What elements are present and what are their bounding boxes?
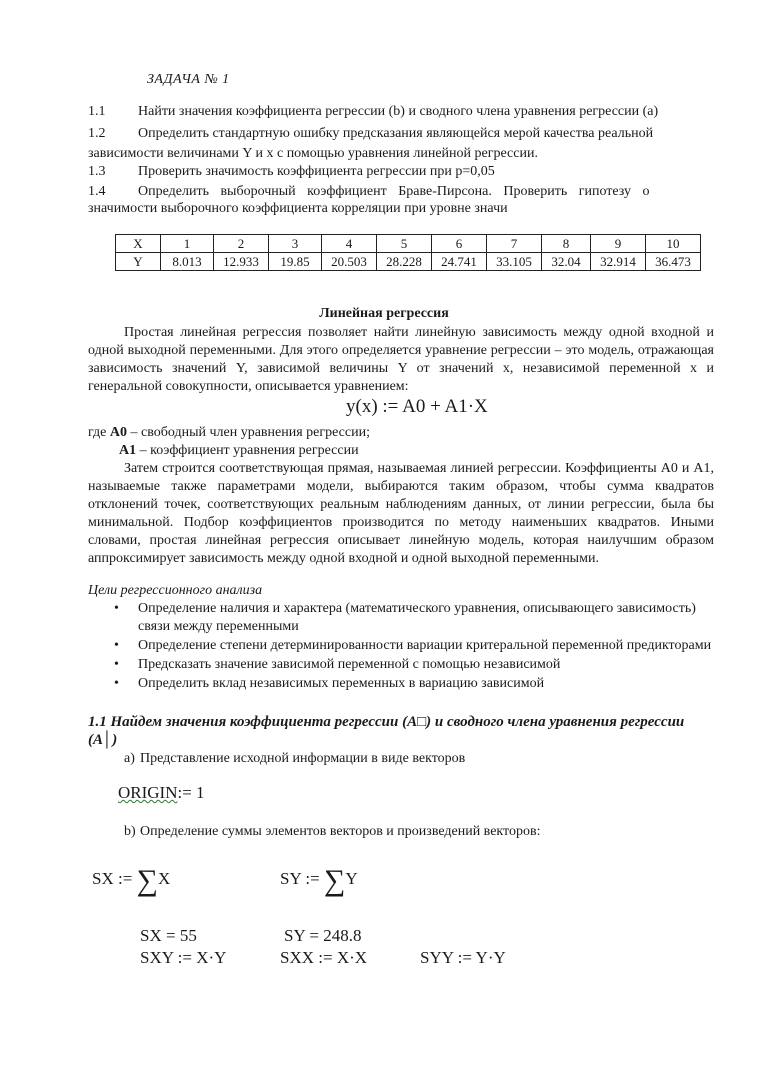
table-cell: 19.85: [269, 253, 322, 271]
table-cell: 5: [377, 235, 432, 253]
task-item-1-4: [88, 183, 714, 201]
task-title: ЗАДАЧА № 1: [147, 72, 230, 87]
math-arg: Y: [345, 869, 358, 888]
sxx-definition: SXX := X·X: [280, 948, 368, 967]
task-item-1-2-continued: зависимости величинами Y и x с помощью уравнения линейной регрессии.: [88, 146, 538, 161]
math-lhs: SX :=: [92, 869, 133, 888]
sy-definition: [280, 864, 358, 898]
table-cell: 10: [646, 235, 701, 253]
list-item: • Определить вклад независимых переменных в вариацию зависимой: [112, 675, 712, 693]
table-cell: 2: [214, 235, 269, 253]
table-row-x: [116, 235, 701, 253]
table-cell: 24.741: [432, 253, 487, 271]
task-item-text: Определить стандартную ошибку предсказания являющейся мерой качества реальной: [138, 126, 654, 141]
definition-prefix: где: [88, 425, 110, 440]
definition-term: A0: [109, 425, 128, 440]
definition-term: A1: [119, 443, 137, 458]
table-cell: 33.105: [487, 253, 542, 271]
table-cell: 28.228: [377, 253, 432, 271]
list-item: • Определение наличия и характера (математического уравнения, описывающего зависимость) связи между переменными: [112, 600, 712, 636]
step-text: Представление исходной информации в виде векторов: [140, 751, 466, 766]
table-cell: 8.013: [161, 253, 214, 271]
origin-name: ORIGIN: [118, 783, 178, 802]
table-cell: 4: [322, 235, 377, 253]
section-title: Линейная регрессия: [319, 306, 449, 321]
sy-value: SY = 248.8: [284, 926, 362, 945]
goals-list: [112, 600, 712, 694]
origin-assignment: := 1: [177, 783, 205, 802]
table-row-y: [116, 253, 701, 271]
step-label: b): [124, 824, 136, 839]
table-header-y: Y: [116, 253, 161, 271]
table-cell: 6: [432, 235, 487, 253]
task-item-text: Проверить значимость коэффициента регрессии при p=0,05: [138, 164, 495, 179]
table-cell: 12.933: [214, 253, 269, 271]
step-label: a): [124, 751, 135, 766]
math-lhs: SY :=: [280, 869, 320, 888]
sxy-definition: SXY := X·Y: [140, 948, 227, 967]
step-a: [124, 750, 465, 768]
goals-title: Цели регрессионного анализа: [88, 583, 263, 598]
task-item-1-1: [88, 103, 714, 121]
task-item-number: 1.1: [88, 104, 106, 119]
origin-expression: [118, 783, 205, 803]
table-cell: 3: [269, 235, 322, 253]
task-item-text: Определить выборочный коэффициент Браве-Пирсона. Проверить гипотезу о: [138, 184, 650, 199]
intro-paragraph: Простая линейная регрессия позволяет найти линейную зависимость между одной входной и одной выходной переменными. Для этого определяется уравнение регрессии – это модель, отражающая зависимость значений Y, зависимой величины Y от значений x, независимой переменной x и генеральной совокупности, описывается уравнением:: [88, 325, 714, 394]
table-cell: 7: [487, 235, 542, 253]
list-item: • Предсказать значение зависимой переменной с помощью независимой: [112, 656, 712, 674]
task-item-1-3: [88, 163, 714, 181]
table-cell: 9: [591, 235, 646, 253]
task-item-number: 1.3: [88, 164, 106, 179]
table-header-x: X: [116, 235, 161, 253]
table-cell: 32.914: [591, 253, 646, 271]
definition-a1: [119, 442, 359, 460]
step-1-1-title: 1.1 Найдем значения коэффициента регрессии (A□) и сводного члена уравнения регрессии (A│): [88, 714, 685, 748]
definition-a0: [88, 424, 370, 442]
step-b: [124, 823, 540, 841]
sx-value: SX = 55: [140, 926, 197, 945]
table-cell: 32.04: [542, 253, 591, 271]
table-cell: 36.473: [646, 253, 701, 271]
task-item-number: 1.2: [88, 126, 106, 141]
step-text: Определение суммы элементов векторов и произведений векторов:: [140, 824, 541, 839]
task-item-number: 1.4: [88, 184, 106, 199]
data-table: [115, 234, 701, 271]
sum-sigma-icon: ∑: [323, 864, 346, 897]
regression-formula: y(x) := A0 + A1·X: [346, 396, 488, 417]
math-arg: X: [157, 869, 171, 888]
task-item-1-4-continued: значимости выборочного коэффициента корреляции при уровне значи: [88, 201, 508, 216]
table-cell: 20.503: [322, 253, 377, 271]
table-cell: 1: [161, 235, 214, 253]
sx-definition: [92, 864, 170, 898]
task-item-text: Найти значения коэффициента регрессии (b) и сводного члена уравнения регрессии (а): [138, 104, 659, 119]
syy-definition: SYY := Y·Y: [420, 948, 506, 967]
list-item: • Определение степени детерминированности вариации критеральной переменной предикторами: [112, 637, 712, 655]
definition-text: – свободный член уравнения регрессии;: [127, 425, 370, 440]
task-item-1-2: [88, 125, 714, 143]
table-cell: 8: [542, 235, 591, 253]
definition-text: – коэффициент уравнения регрессии: [136, 443, 359, 458]
sum-sigma-icon: ∑: [136, 864, 158, 897]
body-paragraph: Затем строится соответствующая прямая, называемая линией регрессии. Коэффициенты A0 и A1, называемые также параметрами модели, выбираются таким образом, чтобы сумма квадратов отклонений точек, соответствующих реальным наблюдениям данных, от линии регрессии, была бы минимальной. Подбор коэффициентов производится по методу наименьших квадратов. Иными словами, простая линейная регрессия описывает линейную модель, которая наилучшим образом аппроксимирует зависимость между одной входной и одной выходной переменными.: [88, 461, 714, 566]
